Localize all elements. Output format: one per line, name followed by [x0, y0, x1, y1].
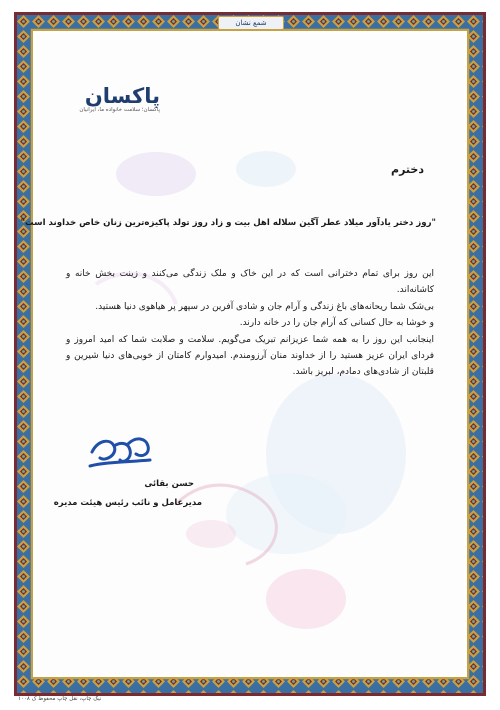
signer-name: حسن بقائی	[144, 479, 194, 489]
handwritten-signature	[84, 432, 154, 476]
logo-wordmark: پاکسان	[84, 84, 160, 108]
top-emblem-tab: شمع نشان	[218, 16, 284, 30]
paragraph: و خوشا به حال کسانی که آرام جان را در خانه دارند.	[239, 318, 434, 329]
paragraph: اینجانب این روز را به همه شما عزیزانم تبریک می‌گویم. سلامت و صلابت شما که امید امروز و فردای ایران عزیز هستید را از خداوند منان آرزومندم. امیدوارم کامتان از خوبی‌های دنیا شیرین و قلبتان از شادی‌های دمادم، لبریز باشد.	[66, 334, 434, 378]
letter-body	[66, 266, 434, 381]
logo-tagline: پاکسان؛ سلامت خانواده ما، ایرانیان	[79, 107, 160, 113]
print-footer: نیک چاپ، نقل چاپ محفوظ ک ۱۰۰۸	[18, 696, 102, 702]
quote-line: "روز دختر یادآور میلاد عطر آگین سلاله اهل بیت و زاد روز تولد پاکیزه‌ترین زنان خاص خداوند است"	[20, 218, 436, 228]
signer-title: مدیرعامل و نائب رئیس هیئت مدیره	[53, 498, 202, 508]
company-logo	[70, 84, 160, 118]
salutation: دخترم	[391, 163, 424, 176]
paragraph: این روز برای تمام دخترانی است که در این خاک و ملک زندگی می‌کنند و زینت بخش خانه و کاشانه‌اند.	[66, 269, 434, 296]
paragraph: بی‌شک شما ریحانه‌های باغ زندگی و آرام جان و شادی آفرین در سپهر پر هیاهوی دنیا هستید.	[95, 301, 434, 312]
